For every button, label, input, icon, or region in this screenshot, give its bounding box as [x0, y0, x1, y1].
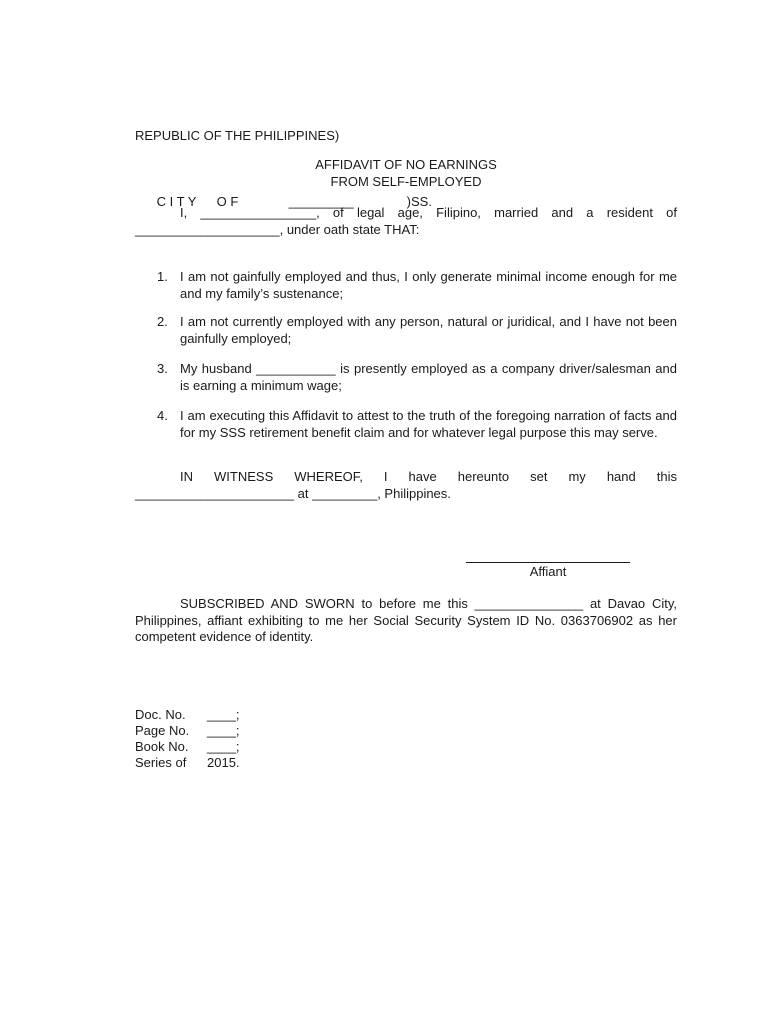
sworn-paragraph	[135, 596, 677, 646]
doc-entry-value: ____;	[207, 739, 240, 754]
list-item-number: 4.	[157, 408, 168, 423]
document-title	[135, 157, 677, 190]
affiant-signature-line	[466, 551, 630, 563]
affiant-label: Affiant	[529, 564, 567, 579]
list-item	[135, 361, 677, 394]
doc-entry-row	[135, 755, 240, 771]
intro-text: I, ________________, of legal age, Filipino, married and a resident of ____________________, under oath state THAT:	[135, 205, 677, 237]
republic-line: REPUBLIC OF THE PHILIPPINES)	[135, 128, 340, 143]
list-item-text: I am not gainfully employed and thus, I only generate minimal income enough for me and my family’s sustenance;	[180, 269, 677, 301]
doc-entry-value: 2015.	[207, 755, 240, 770]
list-item-text: I am executing this Affidavit to attest to the truth of the foregoing narration of facts and for my SSS retirement benefit claim and for whatever legal purpose this may serve.	[180, 408, 677, 440]
list-item	[135, 408, 677, 441]
doc-entry-row	[135, 707, 240, 723]
ss-label: )SS.	[406, 194, 432, 209]
list-item	[135, 269, 677, 302]
witness-text: IN WITNESS WHEREOF, I have hereunto set my hand this ______________________ at _________, Philippines.	[135, 469, 677, 501]
city-label: C I T Y	[156, 194, 197, 209]
intro-paragraph	[135, 205, 677, 238]
notarial-entries	[135, 707, 240, 771]
city-blank: _________	[288, 194, 354, 209]
list-item-number: 1.	[157, 269, 168, 284]
list-item-number: 2.	[157, 314, 168, 329]
doc-entry-label: Doc. No.	[135, 707, 186, 722]
list-item	[135, 314, 677, 347]
title-line-1: AFFIDAVIT OF NO EARNINGS	[315, 157, 497, 172]
list-item-number: 3.	[157, 361, 168, 376]
doc-entry-label: Book No.	[135, 739, 189, 754]
title-line-2: FROM SELF-EMPLOYED	[330, 173, 482, 189]
sworn-text: SUBSCRIBED AND SWORN to before me this _______________ at Davao City, Philippines, affiant exhibiting to me her Social Security System ID No. 0363706902 as her competent evidence of identity.	[135, 596, 677, 644]
doc-entry-row	[135, 723, 240, 739]
witness-paragraph	[135, 469, 677, 502]
doc-entry-row	[135, 739, 240, 755]
of-label: O F	[216, 194, 239, 209]
list-item-text: I am not currently employed with any person, natural or juridical, and I have not been gainfully employed;	[180, 314, 677, 346]
doc-entry-label: Page No.	[135, 723, 190, 738]
doc-entry-value: ____;	[207, 707, 240, 722]
doc-entry-label: Series of	[135, 755, 187, 770]
doc-entry-value: ____;	[207, 723, 240, 738]
list-item-text: My husband ___________ is presently employed as a company driver/salesman and is earning a minimum wage;	[180, 361, 677, 393]
